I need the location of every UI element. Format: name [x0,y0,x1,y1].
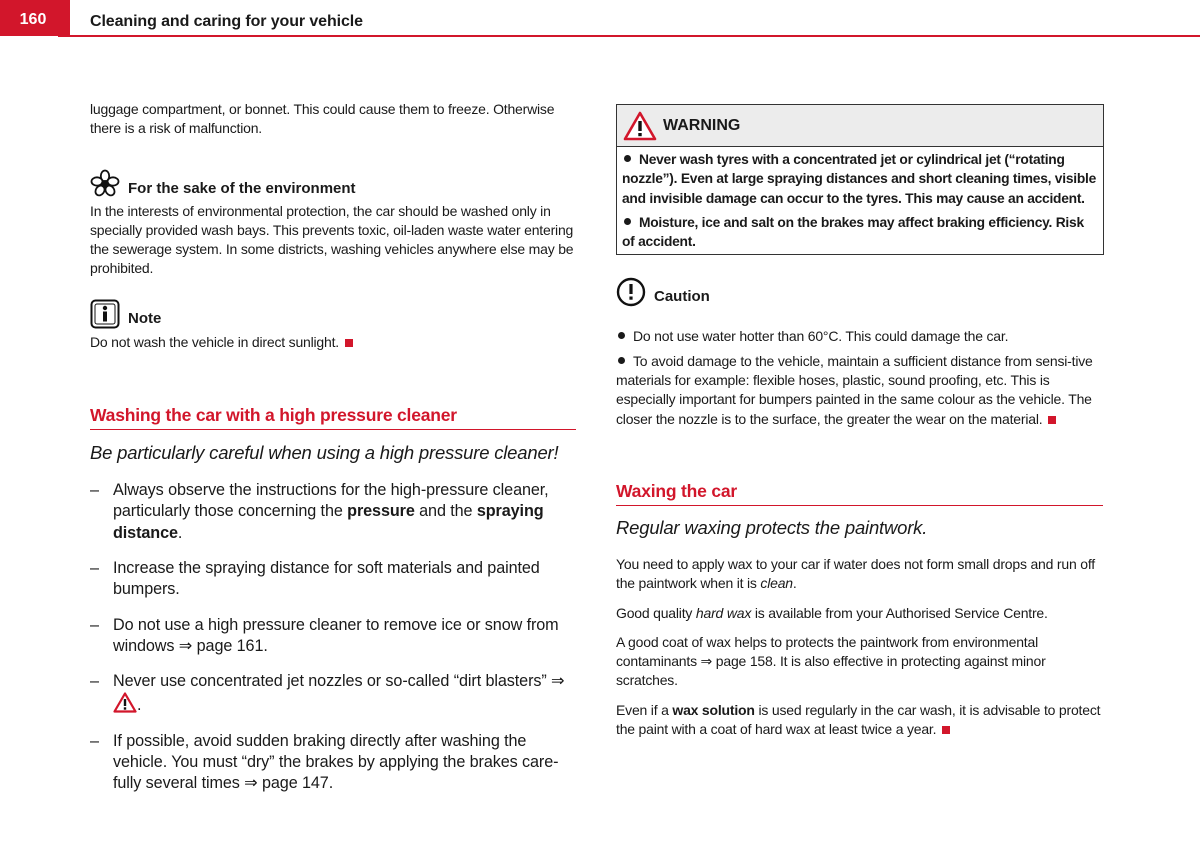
note-heading-label: Note [128,309,162,327]
environment-heading [90,169,576,199]
section-title-waxing: Waxing the car [616,481,1103,506]
list-item: – Always observe the instructions for the high-pressure cleaner, particularly those concerning the pressure and the spraying distance. [90,480,576,544]
subtitle-waxing: Regular waxing protects the paintwork. [616,516,928,538]
waxing-paragraph: Even if a wax solution is used regularly in the car wash, it is advisable to protect the paint with a coat of hard wax at least twice a year. [616,701,1101,738]
environment-heading-label: For the sake of the environment [128,179,356,197]
warning-box [616,104,1104,255]
list-item: – Increase the spraying distance for soft materials and painted bumpers. [90,558,576,601]
warning-triangle-icon [623,111,657,141]
subtitle-high-pressure: Be particularly careful when using a high pressure cleaner! [90,442,559,464]
note-heading [90,299,576,329]
bullet-icon [618,332,625,339]
intro-text: luggage compartment, or bonnet. This could cause them to freeze. Otherwise there is a risk of malfunction. [90,101,555,137]
list-item: – If possible, avoid sudden braking directly after washing the vehicle. You must “dry” the brakes by applying the brakes care-fully several times ⇒ page 147. [90,731,576,795]
high-pressure-list [90,480,576,795]
page-number: 160 [19,11,47,28]
list-item: – Do not use a high pressure cleaner to remove ice or snow from windows ⇒ page 161. [90,615,576,658]
page-header [0,0,1200,38]
caution-bullet: Do not use water hotter than 60°C. This could damage the car. [616,327,1103,346]
waxing-paragraph: You need to apply wax to your car if water does not form small drops and run off the paintwork when it is clean. [616,555,1095,592]
waxing-paragraph: A good coat of wax helps to protects the paintwork from environmental contaminants ⇒ page 158. It is also effective in protecting against minor scratches. [616,633,1046,689]
left-column [90,100,576,809]
bullet-icon [624,155,631,162]
caution-list [616,327,1103,428]
end-mark [345,339,353,347]
bullet-icon [618,357,625,364]
environment-text: In the interests of environmental protection, the car should be washed only in specially provided wash bays. This prevents toxic, oil-laden waste water entering the sewerage system. In some districts, washing vehicles anywhere else may be prohibited. [90,202,574,277]
warning-bullet: Moisture, ice and salt on the brakes may affect braking efficiency. Risk of accident. [622,214,1084,250]
warning-header [617,105,1103,147]
header-rule [58,35,1200,37]
flower-icon [90,169,120,199]
note-text [90,333,576,352]
caution-heading [616,277,1103,307]
list-item: – Never use concentrated jet nozzles or so-called “dirt blasters” ⇒ . [90,671,576,717]
caution-bullet: To avoid damage to the vehicle, maintain a sufficient distance from sensi-tive materials for example: flexible hoses, plastic, sound proofing, etc. This is especially important for bumpers painted in the same colour as the vehicle. The closer the nozzle is to the surface, the greater the wear on the material. [616,352,1093,427]
end-mark [1048,416,1056,424]
section-title-high-pressure: Washing the car with a high pressure cleaner [90,405,576,430]
warning-heading: WARNING [663,116,741,134]
bold-term: spraying distance [113,502,544,542]
header-title: Cleaning and caring for your vehicle [90,13,363,30]
caution-heading-label: Caution [654,287,710,305]
waxing-paragraph: Good quality hard wax is available from your Authorised Service Centre. [616,604,1048,621]
bullet-icon [624,218,631,225]
warning-bullet: Never wash tyres with a concentrated jet or cylindrical jet (“rotating nozzle”). Even at large spraying distances and short cleaning times, visible and invisible damage can occur to the tyres. This may cause an accident. [622,152,1097,206]
note-text-content: Do not wash the vehicle in direct sunlight. [90,333,339,350]
bold-term: pressure [347,502,415,521]
page-number-badge [0,0,70,36]
warning-body [617,147,1103,254]
right-column [616,104,1103,739]
warning-triangle-icon [113,692,137,713]
end-mark [942,726,950,734]
caution-circle-icon [616,277,646,307]
info-icon [90,299,120,329]
